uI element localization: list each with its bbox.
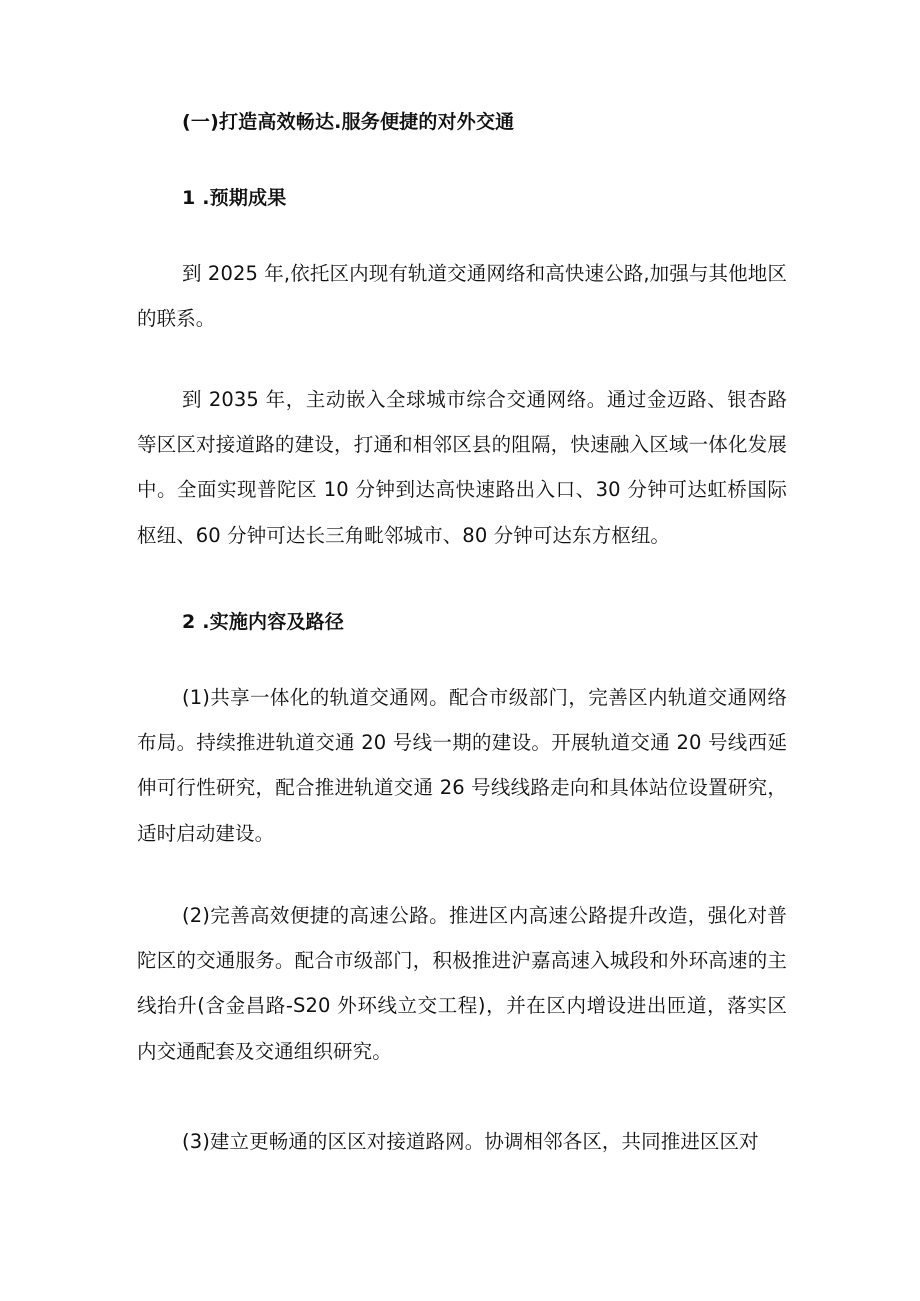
- paragraph-rail-network: (1)共享一体化的轨道交通网。配合市级部门，完善区内轨道交通网络布局。持续推进轨道交通 20 号线一期的建设。开展轨道交通 20 号线西延伸可行性研究，配合推进轨道交通 26 号线线路走向和具体站位设置研究，适时启动建设。: [137, 686, 787, 845]
- subsection-heading-implementation: 2 .实施内容及路径: [182, 611, 345, 633]
- paragraph-2025-goal: 到 2025 年,依托区内现有轨道交通网络和高快速公路,加强与其他地区的联系。: [137, 262, 787, 331]
- subsection-heading-expected-results: 1 .预期成果: [182, 187, 287, 209]
- section-heading: (一)打造高效畅达.服务便捷的对外交通: [182, 111, 515, 133]
- paragraph-2035-goal: 到 2035 年，主动嵌入全球城市综合交通网络。通过金迈路、银杏路等区区对接道路的建设，打通和相邻区县的阻隔，快速融入区域一体化发展中。全面实现普陀区 10 分钟到达高快速路出入口、30 分钟可达虹桥国际枢纽、60 分钟可达长三角毗邻城市、80 分钟可达东方枢纽。: [137, 388, 787, 547]
- paragraph-district-roads: (3)建立更畅通的区区对接道路网。协调相邻各区，共同推进区区对: [182, 1130, 759, 1153]
- paragraph-highways: (2)完善高效便捷的高速公路。推进区内高速公路提升改造，强化对普陀区的交通服务。配合市级部门，积极推进沪嘉高速入城段和外环高速的主线抬升(含金昌路-S20 外环线立交工程)，并在区内增设进出匝道，落实区内交通配套及交通组织研究。: [137, 904, 787, 1063]
